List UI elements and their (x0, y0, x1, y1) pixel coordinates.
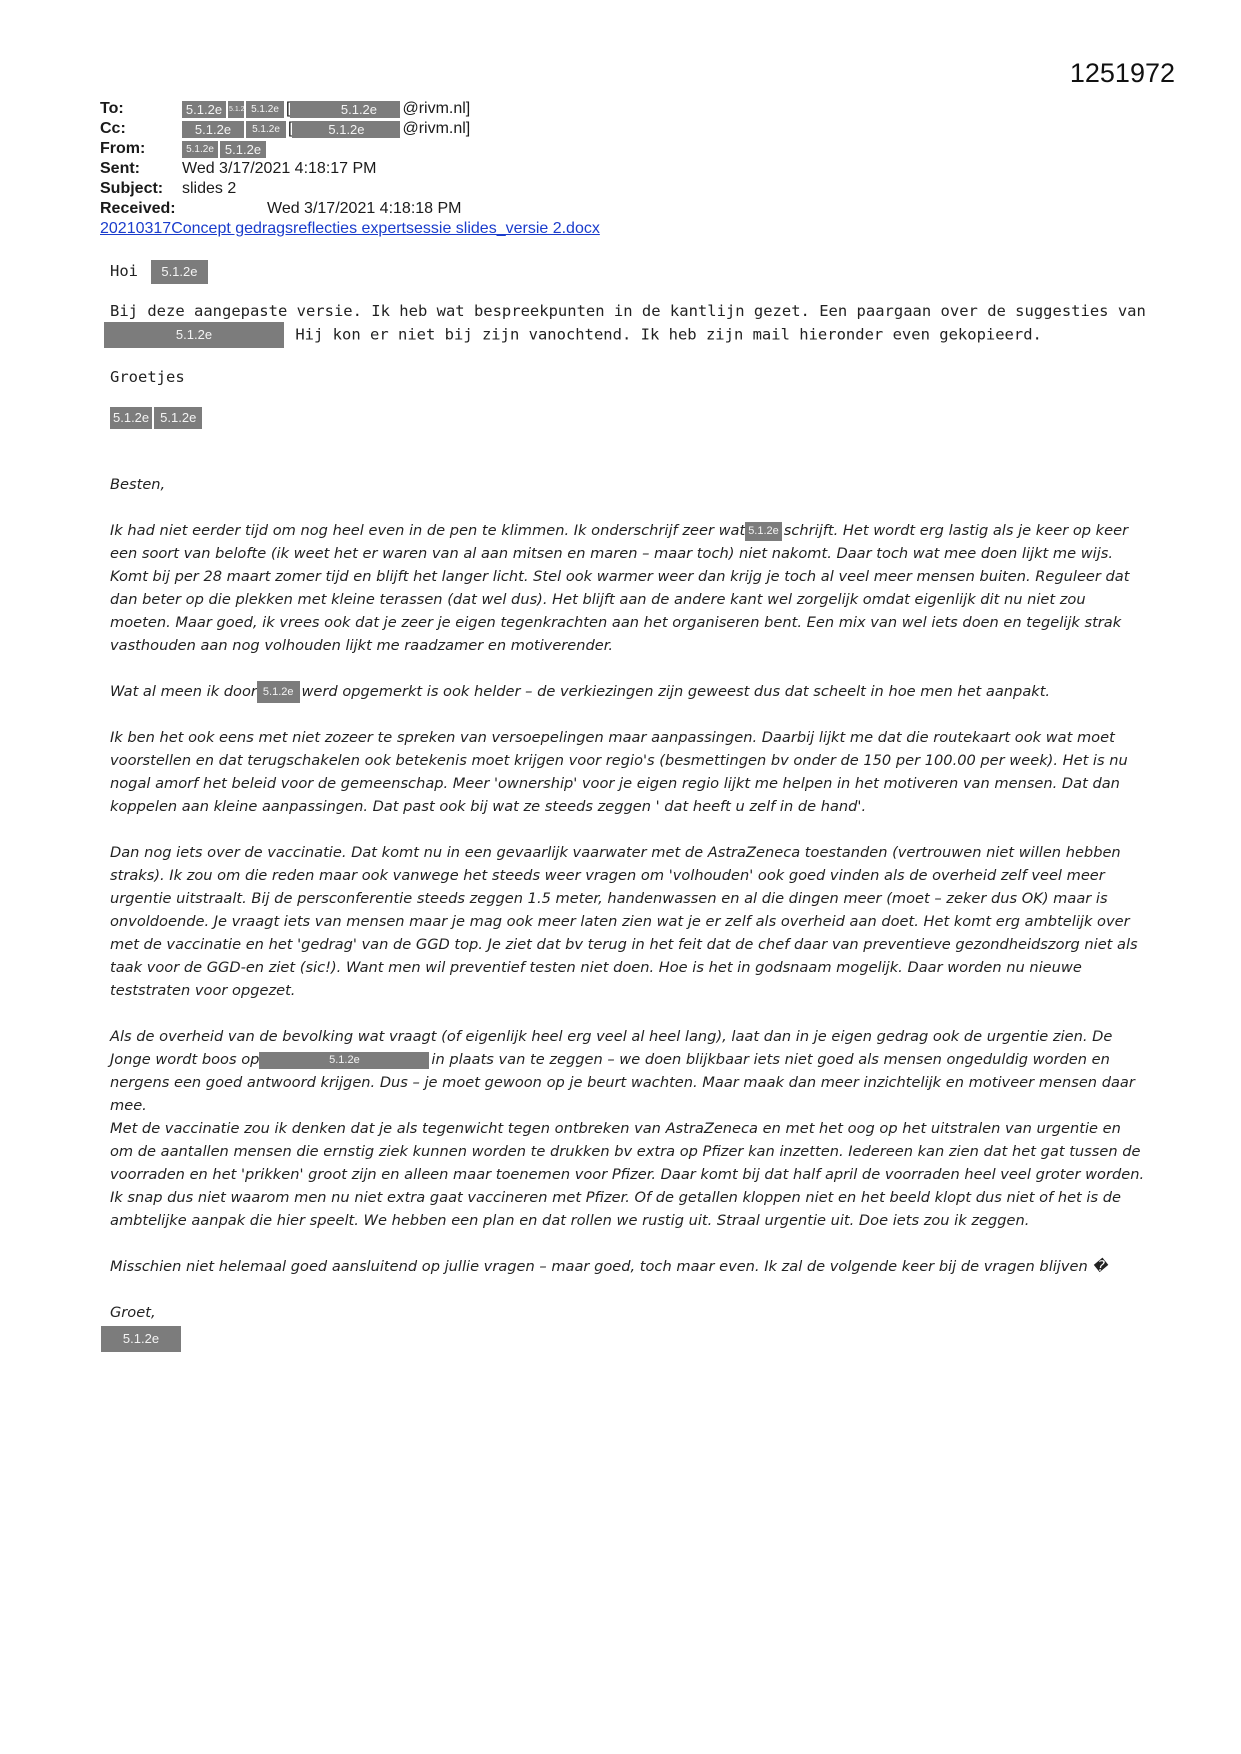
from-label: From: (100, 140, 146, 157)
subject-row (100, 179, 600, 199)
email-header (100, 99, 600, 239)
subject-label: Subject: (100, 180, 164, 197)
redaction: 5.1.2e (259, 1052, 429, 1069)
redaction: 5.1.2e (220, 141, 266, 158)
sent-value: Wed 3/17/2021 4:18:17 PM (182, 160, 377, 177)
from-row (100, 139, 600, 159)
redaction: 5.1.2 (228, 101, 244, 118)
attachment-row (100, 219, 600, 239)
redaction: 5.1.2e (104, 322, 284, 348)
text: Wat al meen ik door (110, 683, 257, 700)
redaction: 5.1.2e (246, 101, 284, 118)
bracket: [ (286, 100, 291, 117)
received-value: Wed 3/17/2021 4:18:18 PM (267, 200, 462, 217)
received-label: Received: (100, 200, 176, 217)
signature (101, 1326, 1145, 1352)
paragraph-1 (110, 519, 1145, 657)
redaction: 5.1.2e (182, 121, 244, 138)
cc-label: Cc: (100, 120, 126, 137)
closing: Groet, (110, 1304, 156, 1321)
paragraph-4: Dan nog iets over de vaccinatie. Dat komt nu in een gevaarlijk vaarwater met de AstraZeneca toestanden (vertrouwen niet willen hebben straks). Ik zou om die reden maar ook vanwege het steeds weer vragen om 'volhouden' ook goed vinden als de overheid zelf veel meer urgentie uitstraalt. Bij de persconferentie steeds zeggen 1.5 meter, handenwassen en al die dingen meer (moet – zeker dus OK) maar is onvoldoende. Je vraagt iets van mensen maar je mag ook meer laten zien wat je er zelf als overheid aan doet. Het komt erg ambtelijk over met de vaccinatie en het 'gedrag' van de GGD top. Je ziet dat bv terug in het feit dat de chef daar van preventieve gezondheidszorg niet als taak voor de GGD-en ziet (sic!). Want men wil preventief testen niet doen. Hoe is het in godsnaam mogelijk. Daar worden nu nieuwe teststraten voor opgezet. (110, 844, 1138, 999)
redaction: 5.1.2e (101, 1326, 181, 1352)
forwarded-message (110, 473, 1145, 1375)
redaction: 5.1.2e (182, 141, 218, 158)
redaction: 5.1.2e (110, 407, 152, 429)
cc-row (100, 119, 600, 139)
salutation: Besten, (110, 476, 166, 493)
cc-domain: @rivm.nl] (402, 120, 471, 137)
intro-line-2-text: Hij kon er niet bij zijn vanochtend. Ik heb zijn mail hieronder even gekopieerd. (295, 325, 1042, 344)
bracket: [ (288, 120, 293, 137)
text: werd opgemerkt is ook helder – de verkiezingen zijn geweest dus dat scheelt in hoe men het aanpakt. (301, 683, 1051, 700)
attachment-link[interactable]: 20210317Concept gedragsreflecties expertsessie slides_versie 2.docx (100, 220, 600, 237)
paragraph-7: Misschien niet helemaal goed aansluitend op jullie vragen – maar goed, toch maar even. Ik zal de volgende keer bij de vragen blijven � (110, 1258, 1108, 1275)
received-row (100, 199, 600, 219)
intro-closing: Groetjes (110, 368, 185, 386)
intro-line-2 (104, 322, 1042, 348)
redaction: 5.1.2e (745, 522, 782, 541)
paragraph-6: Met de vaccinatie zou ik denken dat je als tegenwicht tegen ontbreken van AstraZeneca en met het oog op het uitstralen van urgentie en om de aantallen mensen die ernstig ziek kunnen worden te drukken bv extra op Pfizer kan inzetten. Iedereen kan zien dat het gat tussen de voorraden en het 'prikken' groot zijn en alleen maar toenemen voor Pfizer. Daar komt bij dat half april de voorraden heel veel groter worden. Ik snap dus niet waarom men nu niet extra gaat vaccineren met Pfizer. Of de getallen kloppen niet en het beeld klopt dus niet of het is de ambtelijke aanpak die hier speelt. We hebben een plan en dat rollen we rustig uit. Straal urgentie uit. Doe iets zou ik zeggen. (110, 1120, 1145, 1229)
to-row (100, 99, 600, 119)
redaction: 5.1.2e (290, 101, 400, 118)
redaction: 5.1.2e (292, 121, 400, 138)
paragraph-2 (110, 680, 1145, 703)
redaction: 5.1.2e (154, 407, 202, 429)
text: Ik had niet eerder tijd om nog heel even in de pen te klimmen. Ik onderschrijf zeer wat (110, 522, 746, 539)
document-number: 1251972 (1069, 58, 1175, 88)
text: schrijft. Het wordt erg lastig als je keer op keer een soort van belofte (ik weet het er waren van al aan mitsen en maren – maar toch) niet nakomt. Daar toch wat mee doen lijkt me wijs. Komt bij per 28 maart zomer tijd en blijft het langer licht. Stel ook warmer weer dan krijg je toch al veel meer mensen buiten. Reguleer dat dan beter op die plekken met kleine terassen (dat wel dus). Het blijft aan de andere kant wel zorgelijk omdat eigenlijk dit nu niet zou moeten. Maar goed, ik vrees ook dat je zeer je eigen tegenkrachten aan het organiseren bent. Een mix van wel iets doen en tegelijk strak vasthouden aan nog volhouden lijkt me raadzamer en motiverender. (110, 522, 1130, 654)
intro-signature (110, 406, 204, 429)
paragraph-5 (110, 1025, 1145, 1117)
text: in plaats van te zeggen – we doen blijkbaar iets niet goed als mensen ongeduldig worden en nergens een goed antwoord krijgen. Dus – je moet gewoon op je beurt wachten. Maar maak dan meer inzichtelijk en motiveer mensen daar mee. (110, 1051, 1135, 1114)
sent-label: Sent: (100, 160, 140, 177)
subject-value: slides 2 (182, 180, 237, 197)
to-domain: @rivm.nl] (402, 100, 471, 117)
intro-line-1: Bij deze aangepaste versie. Ik heb wat bespreekpunten in de kantlijn gezet. Een paargaan over de suggesties van (110, 302, 1146, 320)
redaction: 5.1.2e (246, 121, 286, 138)
greeting-line (110, 258, 210, 284)
paragraph-3: Ik ben het ook eens met niet zozeer te spreken van versoepelingen maar aanpassingen. Daarbij lijkt me dat die routekaart ook wat moet voorstellen en dat terugschakelen ook betekenis moet krijgen voor regio's (besmettingen bv onder de 150 per 100.00 per week). Het is nu nogal amorf het beleid voor de gemeenschap. Meer 'ownership' voor je eigen regio lijkt me helpen in het motiveren van mensen. Dat dan koppelen aan kleine aanpassingen. Dat past ook bij wat ze steeds zeggen ' dat heeft u zelf in de hand'. (110, 729, 1128, 815)
redaction: 5.1.2e (257, 681, 300, 703)
sent-row (100, 159, 600, 179)
text: Als de overheid van de bevolking wat vraagt (of eigenlijk heel erg veel al heel lang), laat dan in je eigen gedrag ook de urgentie zien. De Jonge wordt boos op (110, 1028, 1113, 1068)
to-label: To: (100, 100, 124, 117)
greeting: Hoi (110, 262, 138, 280)
redaction: 5.1.2e (151, 260, 207, 284)
redaction: 5.1.2e (182, 101, 226, 118)
